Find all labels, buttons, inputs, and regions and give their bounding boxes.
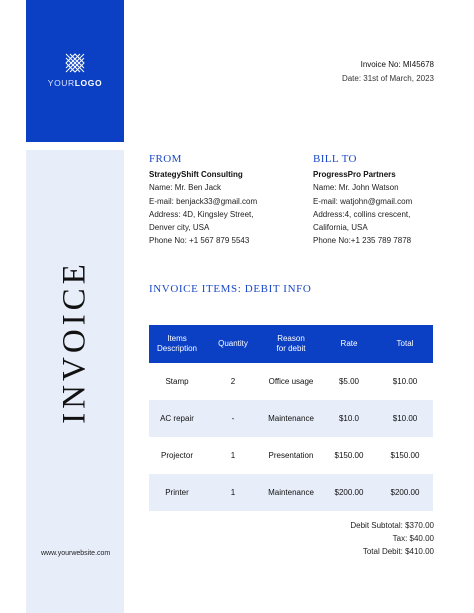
bill-to-address-line-1: Address:4, collins crescent, xyxy=(313,209,411,219)
cell-quantity: 1 xyxy=(205,474,261,511)
from-block xyxy=(149,153,257,247)
from-email[interactable]: E-mail: benjack33@gmail.com xyxy=(149,196,258,206)
cell-quantity: 2 xyxy=(230,377,236,386)
totals-block xyxy=(350,519,434,559)
items-table xyxy=(149,325,433,511)
cell-quantity: 1 xyxy=(230,451,236,460)
cell-rate: $200.00 xyxy=(321,474,377,511)
from-address-line-1: Address: 4D, Kingsley Street, xyxy=(149,209,254,219)
cell-rate: $150.00 xyxy=(334,451,364,460)
bill-to-email[interactable]: E-mail: watjohn@gmail.com xyxy=(313,196,413,206)
bill-to-company: ProgressPro Partners xyxy=(313,170,396,180)
header-line: Reason for debit xyxy=(276,334,306,353)
invoice-date: Date: 31st of March, 2023 xyxy=(341,74,434,83)
debit-subtotal: Debit Subtotal: $370.00 xyxy=(350,521,434,530)
logo-panel xyxy=(26,0,124,142)
logo-icon xyxy=(64,52,86,74)
cell-total: $10.00 xyxy=(392,377,418,386)
bill-to-name: Name: Mr. John Watson xyxy=(313,183,399,193)
cell-item: Stamp xyxy=(165,377,189,386)
cell-reason: Presentation xyxy=(268,451,314,460)
invoice-number: Invoice No: MI45678 xyxy=(360,60,434,69)
from-address-line-2: Denver city, USA xyxy=(149,223,210,233)
cell-rate: $10.0 xyxy=(321,400,377,437)
from-phone: Phone No: +1 567 879 5543 xyxy=(149,236,250,246)
items-section-title: INVOICE ITEMS: DEBIT INFO xyxy=(149,283,312,295)
cell-item: AC repair xyxy=(149,400,205,437)
header-rate: Rate xyxy=(321,325,377,363)
header-total: Total xyxy=(377,325,433,363)
total-debit: Total Debit: $410.00 xyxy=(362,547,434,557)
from-heading: FROM xyxy=(149,153,182,165)
table-row xyxy=(149,437,433,474)
cell-reason: Office usage xyxy=(268,377,314,386)
website-link[interactable]: www.yourwebsite.com xyxy=(41,550,111,557)
cell-total: $10.00 xyxy=(377,400,433,437)
cell-reason: Maintenance xyxy=(261,474,321,511)
cell-item: Projector xyxy=(160,451,193,460)
cell-rate: $5.00 xyxy=(338,377,360,386)
table-row xyxy=(149,400,433,437)
tax-amount: Tax: $40.00 xyxy=(392,534,434,544)
header-reason xyxy=(261,325,321,363)
table-row xyxy=(149,474,433,511)
header-line: Items Description xyxy=(156,334,197,353)
table-row xyxy=(149,363,433,400)
document-title: INVOICE xyxy=(56,260,93,424)
header-items-description xyxy=(149,325,205,363)
cell-reason: Maintenance xyxy=(261,400,321,437)
cell-item: Printer xyxy=(149,474,205,511)
cell-quantity: - xyxy=(205,400,261,437)
from-company: StrategyShift Consulting xyxy=(149,170,243,180)
cell-total: $200.00 xyxy=(377,474,433,511)
header-quantity: Quantity xyxy=(205,325,261,363)
bill-to-heading: BILL TO xyxy=(313,153,357,165)
bill-to-block xyxy=(313,153,412,247)
logo-text: YOURLOGO xyxy=(47,78,103,88)
from-name: Name: Mr. Ben Jack xyxy=(149,183,222,193)
cell-total: $150.00 xyxy=(390,451,420,460)
bill-to-address-line-2: California, USA xyxy=(313,223,368,233)
bill-to-phone: Phone No:+1 235 789 7878 xyxy=(313,236,412,246)
table-header-row xyxy=(149,325,433,363)
